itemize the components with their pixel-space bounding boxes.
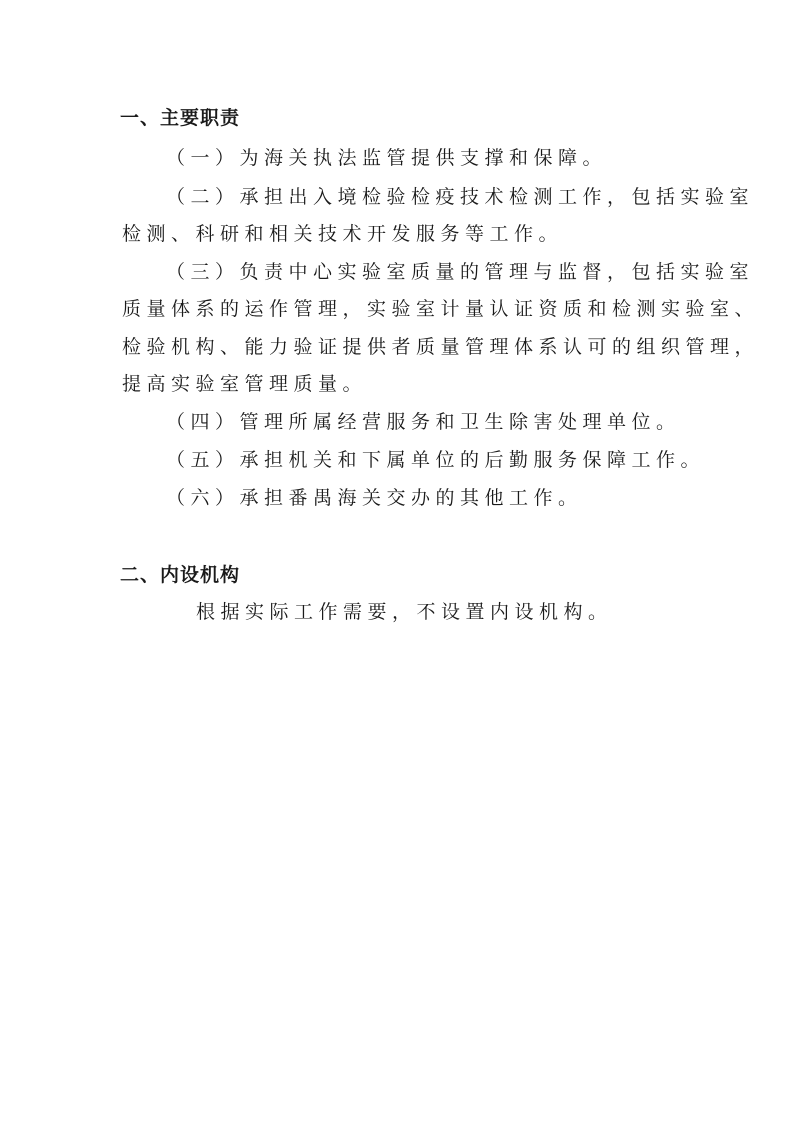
duty-line-2: （二）承担出入境检验检疫技术检测工作，包括实验室 (166, 186, 755, 208)
duty-line-4: （四）管理所属经营服务和卫生除害处理单位。 (166, 411, 681, 433)
duty-line-3-cont-1: 质量体系的运作管理，实验室计量认证资质和检测实验室、 (122, 298, 760, 320)
section-heading-structure: 二、内设机构 (120, 564, 241, 586)
duty-line-3-cont-2: 检验机构、能力验证提供者质量管理体系认可的组织管理， (122, 336, 760, 358)
structure-line-1: 根据实际工作需要，不设置内设机构。 (196, 601, 613, 623)
duty-line-5: （五）承担机关和下属单位的后勤服务保障工作。 (166, 449, 706, 471)
duty-line-3: （三）负责中心实验室质量的管理与监督，包括实验室 (166, 261, 755, 283)
section-heading-duties: 一、主要职责 (120, 107, 241, 129)
duty-line-3-cont-3: 提高实验室管理质量。 (122, 373, 368, 395)
duty-line-2-cont: 检测、科研和相关技术开发服务等工作。 (122, 223, 564, 245)
duty-line-1: （一）为海关执法监管提供支撑和保障。 (166, 147, 608, 169)
duty-line-6: （六）承担番禺海关交办的其他工作。 (166, 487, 583, 509)
